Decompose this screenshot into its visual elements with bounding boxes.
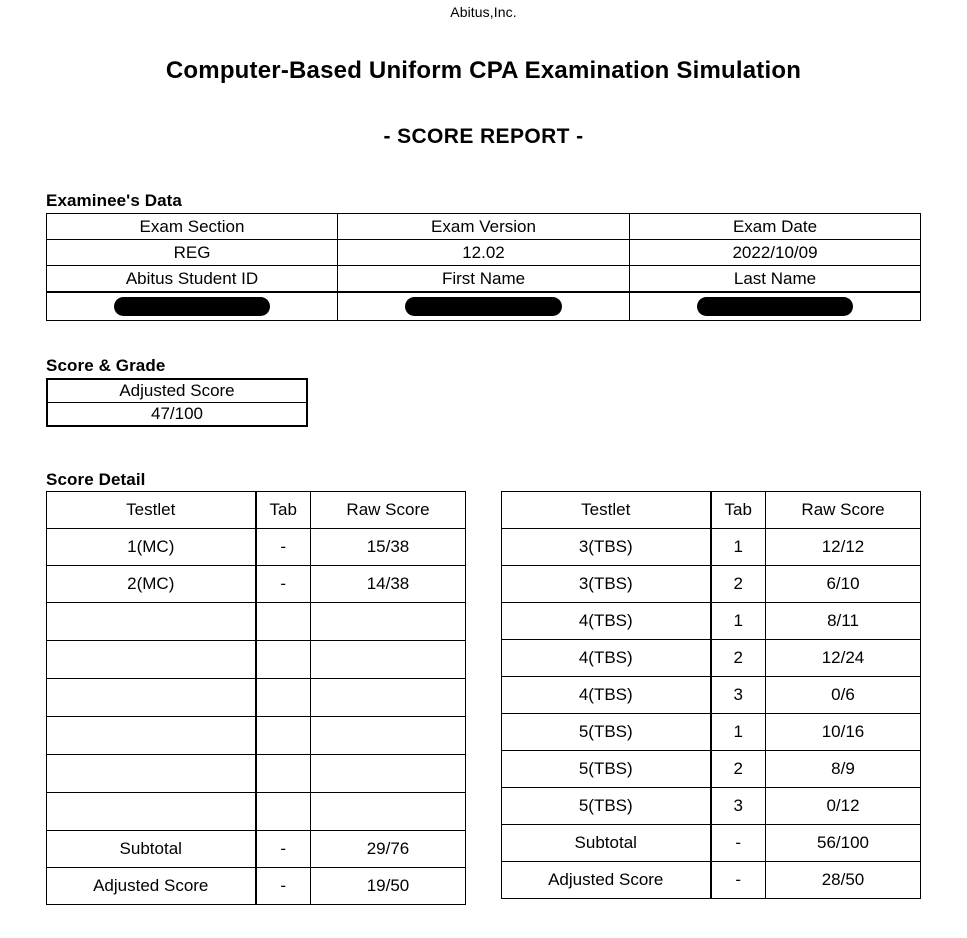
score-grade-section-label: Score & Grade [46,356,166,375]
exam-date-value: 2022/10/09 [630,240,921,266]
tab-cell [256,717,311,755]
tab-cell: 3 [711,677,766,714]
last-name-header: Last Name [630,266,921,293]
testlet-cell: 5(TBS) [502,788,711,825]
examinee-data-section-label: Examinee's Data [46,191,182,210]
redaction-bar-first-name [405,297,562,316]
table-row [47,529,466,566]
tab-cell [256,679,311,717]
table-row [47,641,466,679]
tab-cell: - [256,831,311,868]
testlet-cell [47,679,256,717]
first-name-header: First Name [338,266,630,293]
raw-score-cell: 19/50 [311,868,466,905]
exam-version-header: Exam Version [338,214,630,240]
score-detail-table-right [501,491,921,899]
score-grade-table [46,378,308,427]
raw-score-cell: 56/100 [766,825,921,862]
table-row [502,862,921,899]
table-row [47,214,921,240]
raw-score-cell: 8/9 [766,751,921,788]
score-detail-table-left [46,491,466,905]
raw-score-column-header: Raw Score [311,492,466,529]
testlet-column-header: Testlet [47,492,256,529]
table-row [502,640,921,677]
table-row [47,793,466,831]
tab-cell [256,755,311,793]
table-row [47,292,921,321]
student-id-value [47,292,338,321]
testlet-cell [47,717,256,755]
tab-cell: - [711,862,766,899]
testlet-cell: Subtotal [502,825,711,862]
table-row [47,379,307,403]
table-row [502,603,921,640]
raw-score-cell: 0/12 [766,788,921,825]
table-row [47,831,466,868]
adjusted-score-header: Adjusted Score [47,379,307,403]
raw-score-cell: 12/24 [766,640,921,677]
exam-section-value: REG [47,240,338,266]
raw-score-cell: 6/10 [766,566,921,603]
raw-score-cell: 0/6 [766,677,921,714]
raw-score-cell: 8/11 [766,603,921,640]
testlet-cell: 4(TBS) [502,677,711,714]
testlet-cell [47,603,256,641]
table-row [47,403,307,427]
testlet-cell: 4(TBS) [502,640,711,677]
examinee-data-table [46,213,921,321]
raw-score-cell: 12/12 [766,529,921,566]
table-row [47,566,466,603]
raw-score-cell: 28/50 [766,862,921,899]
document-title: Computer-Based Uniform CPA Examination Simulation [165,57,802,84]
tab-cell [256,603,311,641]
table-row [47,755,466,793]
table-row [47,240,921,266]
raw-score-cell [311,793,466,831]
table-row [47,717,466,755]
tab-cell [256,793,311,831]
raw-score-cell [311,641,466,679]
testlet-cell: 5(TBS) [502,714,711,751]
table-row [502,751,921,788]
table-header-row [47,492,466,529]
raw-score-cell: 15/38 [311,529,466,566]
raw-score-cell [311,603,466,641]
raw-score-cell [311,755,466,793]
testlet-cell [47,755,256,793]
raw-score-column-header: Raw Score [766,492,921,529]
testlet-cell: 3(TBS) [502,529,711,566]
raw-score-cell: 14/38 [311,566,466,603]
testlet-cell: 3(TBS) [502,566,711,603]
testlet-cell [47,641,256,679]
table-row [47,603,466,641]
raw-score-cell [311,717,466,755]
tab-cell: 1 [711,714,766,751]
tab-cell: - [256,529,311,566]
exam-version-value: 12.02 [338,240,630,266]
redaction-bar-last-name [697,297,854,316]
tab-cell: 2 [711,640,766,677]
raw-score-cell [311,679,466,717]
tab-cell [256,641,311,679]
tab-column-header: Tab [711,492,766,529]
raw-score-cell: 10/16 [766,714,921,751]
exam-date-header: Exam Date [630,214,921,240]
table-row [502,788,921,825]
exam-section-header: Exam Section [47,214,338,240]
testlet-cell: 4(TBS) [502,603,711,640]
tab-cell: - [256,868,311,905]
tab-cell: 2 [711,751,766,788]
table-row [502,714,921,751]
redaction-bar-student-id [114,297,271,316]
testlet-cell: 5(TBS) [502,751,711,788]
testlet-cell [47,793,256,831]
table-row [47,868,466,905]
table-row [502,529,921,566]
adjusted-score-value: 47/100 [47,403,307,427]
table-row [47,266,921,293]
testlet-cell: Adjusted Score [47,868,256,905]
tab-cell: - [711,825,766,862]
document-subtitle: - SCORE REPORT - [383,125,584,148]
tab-cell: 1 [711,603,766,640]
table-row [502,825,921,862]
student-id-header: Abitus Student ID [47,266,338,293]
company-name: Abitus,Inc. [450,4,517,20]
testlet-cell: Subtotal [47,831,256,868]
tab-cell: 3 [711,788,766,825]
table-row [502,677,921,714]
tab-cell: 1 [711,529,766,566]
testlet-cell: 2(MC) [47,566,256,603]
table-row [47,679,466,717]
score-detail-section-label: Score Detail [46,470,146,489]
tab-column-header: Tab [256,492,311,529]
tab-cell: - [256,566,311,603]
raw-score-cell: 29/76 [311,831,466,868]
table-header-row [502,492,921,529]
testlet-cell: Adjusted Score [502,862,711,899]
testlet-column-header: Testlet [502,492,711,529]
first-name-value [338,292,630,321]
tab-cell: 2 [711,566,766,603]
last-name-value [630,292,921,321]
table-row [502,566,921,603]
testlet-cell: 1(MC) [47,529,256,566]
